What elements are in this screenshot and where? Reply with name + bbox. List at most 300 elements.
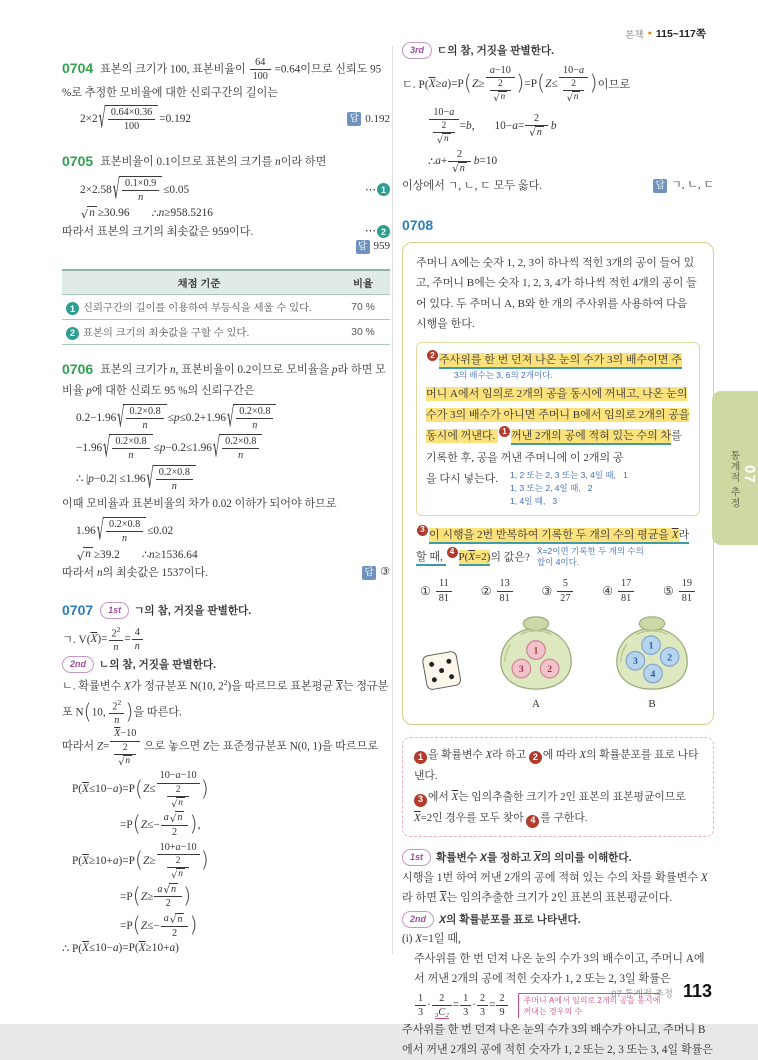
radicand [175,913,184,926]
answer-icon: 답 [356,240,370,254]
bold-text: ㄷ의 참, 거짓을 판별한다. [437,45,555,57]
square-root [113,176,162,205]
text: 따라서 표본의 크기의 최솟값은 959이다. [62,225,254,238]
text: 을 확률변수 [428,749,486,762]
radicand [176,797,185,809]
denominator [109,714,124,727]
text: ㄷ. P( [402,78,429,91]
text: ③ [380,566,390,579]
text: 1.96 [76,525,96,538]
text: −10 [180,841,197,853]
fraction [154,883,182,911]
variable: Z [143,783,150,796]
math-line [402,64,714,104]
radical-icon: √ [163,885,170,897]
numerator [167,855,189,868]
text: 가 정규분포 N(10, 2 [130,680,224,693]
side-note-pink: 주머니 A에서 임의로 2개의 공을 동시에 꺼내는 경우의 수 [518,993,661,1018]
left-column [62,56,390,957]
denominator [433,133,455,146]
text: ∴ [141,549,150,562]
choice-number: ① [420,584,431,598]
svg-text:3: 3 [518,663,524,675]
radical-icon: √ [77,549,85,563]
fraction [490,78,512,104]
denominator [109,641,124,654]
text: 표본비율이 0.1이므로 표본의 크기를 [100,155,276,168]
variable: a [449,106,455,118]
step-badge: 1st [402,849,431,866]
text: 81 [438,592,449,604]
text: 10, [91,706,109,719]
text: 2 [165,898,171,910]
text: , [197,819,201,832]
paragraph [62,357,390,402]
radicand [233,404,276,433]
paragraph [62,495,390,515]
die-icon [419,647,465,714]
paren-left: ( [132,913,141,938]
text: 4 [134,626,140,638]
text: −10 [494,64,511,76]
text: 이라 하면 [280,155,327,168]
fraction [236,405,273,433]
scoring-row [62,320,390,345]
math-line [62,841,390,881]
radicand [572,91,581,103]
text: )=P [118,854,135,867]
svg-text:3: 3 [632,656,638,668]
paragraph [62,564,390,584]
scoring-criteria-text: 표본의 크기의 최솟값을 구할 수 있다. [83,328,250,340]
variable-bar: $\overline{X}$ [114,728,121,740]
combination-count: ₃C₂ [434,1006,449,1018]
radical-icon: √ [169,914,177,926]
paragraph [62,727,390,767]
square-root [163,883,178,896]
math-line [62,811,390,839]
text: 19 [681,578,692,590]
numerator [477,992,488,1006]
circled-number: 3 [417,525,428,536]
variable-bar: $\overline{X}$ [671,528,679,541]
denominator [157,784,200,810]
circled-number: 2 [377,225,390,238]
text: 이므로 [597,78,631,91]
note-difference-cases: 1, 2 또는 2, 3 또는 3, 4일 때, 1 1, 3 또는 2, 4일 때, 2 1, 4일 때, 3 [510,470,628,506]
fraction [157,841,200,881]
denominator [448,162,471,175]
circled-number: 2 [427,350,438,361]
question-line [416,524,700,570]
scoring-table-wrap [62,269,390,345]
text: = [124,633,131,646]
fraction [108,106,155,134]
paragraph [62,56,390,103]
scoring-criteria-cell [62,295,336,320]
highlighted-question: 이 시행을 2번 반복하여 기록한 두 개의 수의 평균을 $\overline{X}$ [429,528,679,544]
variable: b [466,119,472,132]
text: ≥10+ [88,854,113,867]
denominator [167,797,189,810]
text: 0.2×0.8 [225,436,257,448]
choice-5 [663,577,696,605]
denominator [432,1006,452,1019]
paragraph [402,1021,714,1060]
text: 따라서 [62,741,97,754]
variable-bar: $\overline{X}$ [468,550,476,563]
answer-choices [416,577,700,605]
numerator [109,625,124,642]
variable: n [573,92,579,103]
square-root [99,105,159,134]
denominator [460,1006,471,1019]
choice-2 [481,577,514,605]
text: 81 [681,592,692,604]
paragraph [402,869,714,908]
text: )을 따르므로 표본평균 [227,680,336,693]
text: 주사위를 한 번 던져 나온 눈의 수가 3의 배수가 아니고, 주머니 B에서 꺼낸 2개의 공에 적힌 숫자가 1, 2 또는 2, 3 또는 3, 4일 확률은 [402,1024,714,1056]
text: 에 대한 신뢰도 95 %의 신뢰구간은 [91,384,255,397]
paren-right: ) [589,70,598,95]
text: 10− [433,106,450,118]
highlighted-text: 머니 A에서 임의로 2개의 공을 동시에 꺼내고, 나온 눈의 수가 3의 배수가 아니면 주머니 B에서 임의로 2개의 공을 동시에 꺼낸다. [426,387,690,443]
radicand [119,176,162,205]
variable-bar: $\overline{X}$ [82,783,89,796]
square-root [103,434,152,463]
step-badge: 1st [100,602,129,619]
variable: n [128,450,134,462]
text: ⋯ [365,184,376,197]
fraction [415,992,426,1020]
text: =0.64이므로 신뢰도 95 %로 추정한 모비율에 대한 신뢰구간의 길이는 [62,63,382,99]
fraction [106,518,143,546]
strategy-box [402,737,714,837]
variable: n [158,207,165,220]
highlighted-probability [459,550,491,566]
text: , 표본비율이 0.2이므로 모비율을 [175,363,332,376]
paren-left: ( [132,883,141,908]
paren-right: ) [516,70,525,95]
strategy-line [414,745,702,787]
circled-number: 1 [377,183,390,196]
text: ∴ [151,207,159,220]
variable-bar: $\overline{X}$ [414,812,421,825]
numerator [486,64,516,78]
text: )=P [447,77,464,90]
superscript: 2 [116,624,121,634]
paren-right: ) [189,812,198,837]
numerator [114,742,136,755]
text: =0.192 [159,113,192,126]
fraction [156,466,193,494]
radicand [123,755,132,767]
fraction [114,742,136,768]
bag-label: B [648,697,656,710]
fraction [222,435,259,463]
circled-number: 1 [414,751,427,764]
paren-left: ( [132,812,141,837]
radical-icon: √ [529,128,536,140]
text: 100 [123,121,140,133]
text: =1일 때, [422,933,461,946]
text: 0.2×0.8 [108,518,141,530]
text: 표본의 크기가 [100,363,171,376]
numerator [250,56,271,70]
radical-icon: √ [112,174,120,206]
choice-1 [420,577,453,605]
numerator [415,992,426,1006]
variable: n [177,812,183,824]
fraction [109,625,124,655]
fraction [557,577,573,605]
text: 으로 놓으면 [141,741,203,754]
text: ≥958.5216 [164,207,213,220]
square-root [171,797,185,809]
variable: n [149,548,155,561]
square-root [118,755,132,767]
variable: n [134,640,140,652]
radical-icon: √ [227,401,235,434]
text: ≤10− [88,942,113,955]
text: 에서 [428,791,452,804]
text: 0.2×0.8 [158,466,190,478]
text: 2 [499,992,505,1004]
variable: X [123,680,131,693]
math-line [62,942,390,955]
variable: Z [202,741,210,754]
variable: n [500,92,506,103]
answer-icon: 답 [347,112,361,126]
numerator [109,698,124,715]
variable: Z [140,890,148,903]
header-dot-icon: ● [647,30,652,37]
text: 에 따라 [542,749,580,762]
radicand [175,811,184,824]
text: 2 [175,856,181,867]
fraction [477,992,488,1020]
text: 3 [479,1006,486,1018]
denominator [112,449,149,462]
variable: X [485,749,493,762]
text: ≥30.96 [97,207,130,220]
illustration [416,609,700,714]
problem-statement: 주머니 A에는 숫자 1, 2, 3이 하나씩 적힌 3개의 공이 들어 있고, 주머니 B에는 숫자 1, 2, 3, 4가 하나씩 적힌 4개의 공이 들어 있다. 두 주머니 A, B와 한 개의 주사위를 사용하여 다음 시행을 한다. [416,256,697,330]
fraction [132,626,143,654]
variable: n [459,162,465,174]
text: ㄱ, ㄴ, ㄷ [671,179,714,192]
variable-bar: $\overline{X}$ [138,942,146,955]
text: 64 [255,57,266,68]
bold-variable: X [479,852,487,865]
denominator [106,532,143,545]
procedure-line [426,469,690,507]
numerator [496,992,507,1006]
fraction [161,811,189,839]
variable: a [169,942,176,955]
variable: n [178,869,183,880]
text: 0.1×0.9 [125,177,157,189]
text: 27 [560,592,571,604]
text: 81 [499,592,510,604]
paragraph [402,42,714,62]
radicand [105,105,158,134]
fraction [559,64,589,104]
paragraph [402,177,714,197]
text: 17 [621,578,632,590]
paren-left: ( [537,70,546,95]
variable: a [512,119,518,132]
variable-bar: $\overline{X}$ [82,854,89,867]
variable: n [536,127,542,139]
problem-number: 0707 [62,601,94,618]
problem-number: 0706 [62,360,94,377]
math-line [62,912,390,940]
denominator [154,897,182,910]
numerator [236,405,273,419]
chapter-side-tab [712,391,758,545]
text: 5 [562,578,568,590]
variable: X [700,872,708,885]
denominator [156,480,193,493]
variable: a [112,783,119,796]
line-end-marker [362,563,390,583]
variable: a [163,812,169,824]
square-root [170,913,185,926]
variable-bar: $\overline{X}$ [451,791,459,804]
denominator [679,592,695,605]
numerator [108,106,155,120]
fraction [167,855,189,881]
numerator [557,577,573,591]
text: · [472,999,476,1012]
highlighted-text: 주사위를 한 번 던져 나온 눈의 수가 3의 배수이면 주 [439,353,682,369]
text: 11 [438,578,449,590]
denominator [108,120,155,133]
paren-right: ) [200,848,209,873]
variable: n [138,191,144,203]
numerator [161,912,189,926]
header-book-label: 본책 [625,29,644,41]
circled-number: 4 [447,547,458,558]
text: ∴ | [76,473,89,486]
denominator [497,592,513,605]
math-line [62,401,390,434]
step-badge: 2nd [402,911,434,928]
square-root [213,434,262,463]
text: =P [120,819,133,832]
radicand [83,547,93,562]
numerator [432,992,452,1006]
radicand [169,883,178,896]
bold-text: ㄴ의 참, 거짓을 판별한다. [99,659,217,672]
square-root [170,811,185,824]
square-root [452,162,467,175]
circled-number: 3 [414,794,427,807]
variable: n [177,913,183,925]
procedure-line [426,350,690,371]
text: 13 [499,578,510,590]
fraction [460,992,471,1020]
text: 2 [533,112,540,124]
variable: p [173,411,180,424]
math-line [62,176,390,205]
scoring-row [62,295,390,320]
radicand [87,206,97,221]
variable: a [175,770,181,782]
paren-left: ( [134,776,144,801]
numerator [436,577,452,591]
text: ∴ P( [62,942,83,955]
variable: Z [545,77,552,90]
variable: X [579,749,587,762]
variable: a [112,942,119,955]
text: ⋯ [365,224,376,237]
numerator [157,769,200,783]
denominator [222,449,259,462]
text: 를 구한다. [540,812,588,825]
variable: p [86,384,92,397]
square-root [146,462,196,495]
text: 0.2×0.8 [239,405,271,417]
text: 2 [456,148,463,160]
procedure-line [426,384,690,470]
text: 2 [175,784,181,795]
variable: Z [96,741,104,754]
svg-text:2: 2 [667,652,673,664]
text: ≥10+ [145,942,170,955]
denominator [496,1006,507,1019]
header-page-range: 115~117쪽 [655,28,706,40]
variable: Z [140,819,148,832]
square-root [77,547,93,562]
fraction [486,64,516,104]
bold-variable-bar: $\overline{X}$ [533,852,541,865]
radicand [458,162,467,175]
text: = [103,741,110,754]
radicand [123,404,166,433]
radical-icon: √ [81,208,89,222]
variable: n [171,480,177,492]
text: −0.2≤1.96 [165,442,212,455]
text: 2 [571,78,576,89]
square-root [117,401,166,434]
variable: p [331,363,338,376]
variable: a [578,64,585,76]
circled-number: 2 [66,327,79,340]
radical-icon: √ [146,462,154,495]
variable: n [96,566,103,579]
denominator [486,78,516,104]
text: =P [524,77,538,90]
square-root [171,868,185,880]
variable: n [178,797,183,808]
square-root [567,91,581,103]
numerator [122,177,159,191]
paragraph [402,213,714,238]
note-mean-equals-2: X̄=2이면 기록한 두 개의 수의 합이 4이다. [536,545,644,568]
math-line [62,434,390,463]
variable: n [113,642,119,654]
text: ≥ [147,890,154,903]
text: ∴ [428,155,436,168]
radical-icon: √ [452,164,459,176]
denominator [114,755,136,768]
text: 0.64×0.36 [110,107,153,119]
fraction [429,106,459,146]
scoring-head [62,270,390,295]
text: ) [175,942,179,955]
